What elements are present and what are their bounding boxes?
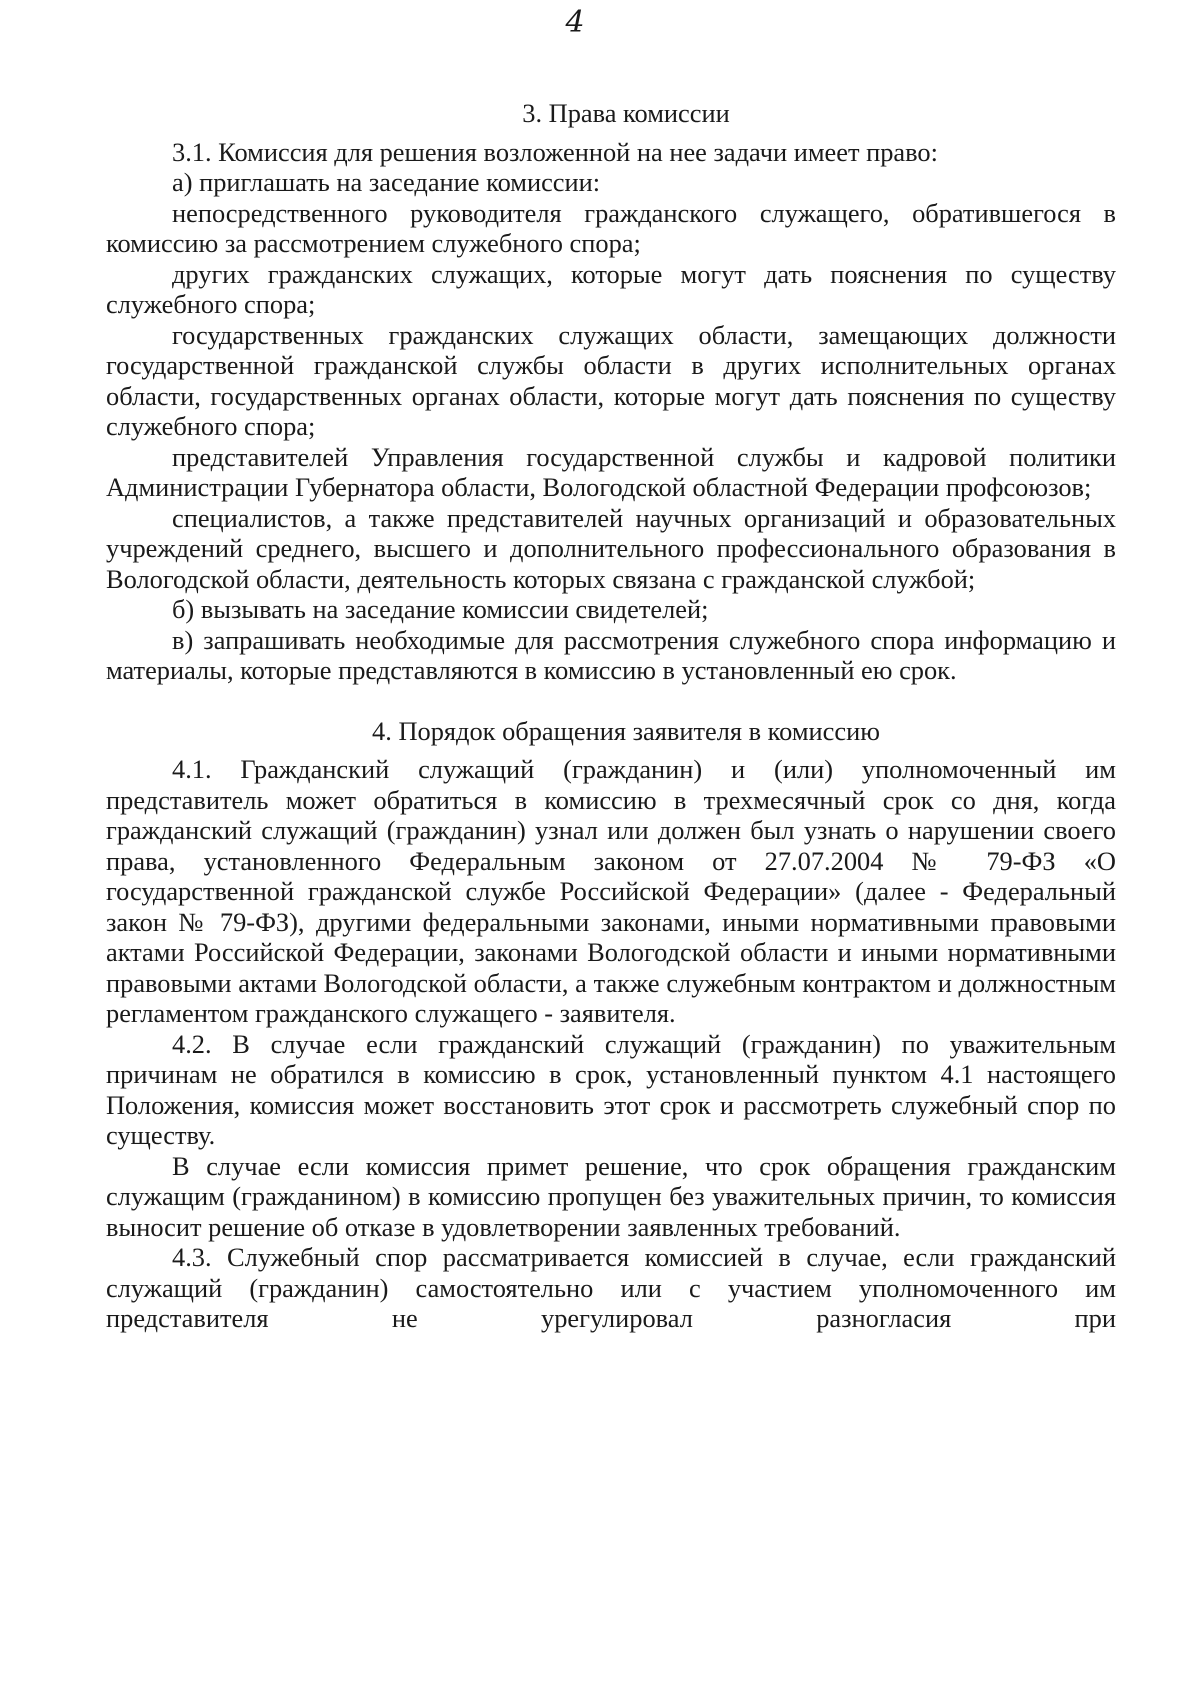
section-rights xyxy=(106,98,1116,686)
paragraph: а) приглашать на заседание комиссии: xyxy=(172,167,601,197)
paragraph: специалистов, а также представителей научных организаций и образовательных учреждений среднего, высшего и дополнительного профессионального образования в Вологодской области, деятельность которых связана с гражданской службой; xyxy=(106,502,1116,594)
paragraph: в) запрашивать необходимые для рассмотрения служебного спора информацию и материалы, которые представляются в комиссию в установленный ею срок. xyxy=(106,624,1116,685)
paragraph: других гражданских служащих, которые могут дать пояснения по существу служебного спора; xyxy=(106,258,1116,319)
paragraph: 3.1. Комиссия для решения возложенной на нее задачи имеет право: xyxy=(172,136,938,167)
section-heading: 3. Права комиссии xyxy=(522,98,730,128)
section-appeal-procedure xyxy=(106,716,1116,1334)
section-heading: 4. Порядок обращения заявителя в комиссию xyxy=(372,715,880,746)
paragraph: 4.1. Гражданский служащий (гражданин) и (или) уполномоченный им представитель может обратиться в комиссию в трехмесячный срок со дня, когда гражданский служащий (гражданин) узнал или должен был узнать о нарушении своего права, установленного Федеральным законом от 27.07.2004 № 79-ФЗ «О государственной гражданской службе Российской Федерации» (далее - Федеральный закон № 79-ФЗ), другими федеральными законами, иными нормативными правовыми актами Российской Федерации, законами Вологодской области и иными нормативными правовыми актами Вологодской области, а также служебным контрактом и должностным регламентом гражданского служащего - заявителя. xyxy=(106,754,1116,1028)
paragraph: В случае если комиссия примет решение, что срок обращения гражданским служащим (гражданином) в комиссию пропущен без уважительных причин, то комиссия выносит решение об отказе в удовлетворении заявленных требований. xyxy=(106,1150,1116,1242)
paragraph: 4.3. Служебный спор рассматривается комиссией в случае, если гражданский служащий (гражданин) самостоятельно или с участием уполномоченного им представителя не урегулировал разногласия при xyxy=(106,1242,1116,1333)
paragraph: государственных гражданских служащих области, замещающих должности государственной гражданской службы области в других исполнительных органах области, государственных органах области, которые могут дать пояснения по существу служебного спора; xyxy=(106,319,1116,441)
page-number: 4 xyxy=(565,5,585,40)
paragraph: б) вызывать на заседание комиссии свидетелей; xyxy=(172,594,709,624)
document-body xyxy=(106,98,1116,1334)
paragraph: представителей Управления государственной службы и кадровой политики Администрации Губернатора области, Вологодской областной Федерации профсоюзов; xyxy=(106,441,1116,502)
paragraph: непосредственного руководителя гражданского служащего, обратившегося в комиссию за рассмотрением служебного спора; xyxy=(106,197,1116,258)
paragraph: 4.2. В случае если гражданский служащий (гражданин) по уважительным причинам не обратился в комиссию в срок, установленный пунктом 4.1 настоящего Положения, комиссия может восстановить этот срок и рассмотреть служебный спор по существу. xyxy=(106,1028,1116,1150)
